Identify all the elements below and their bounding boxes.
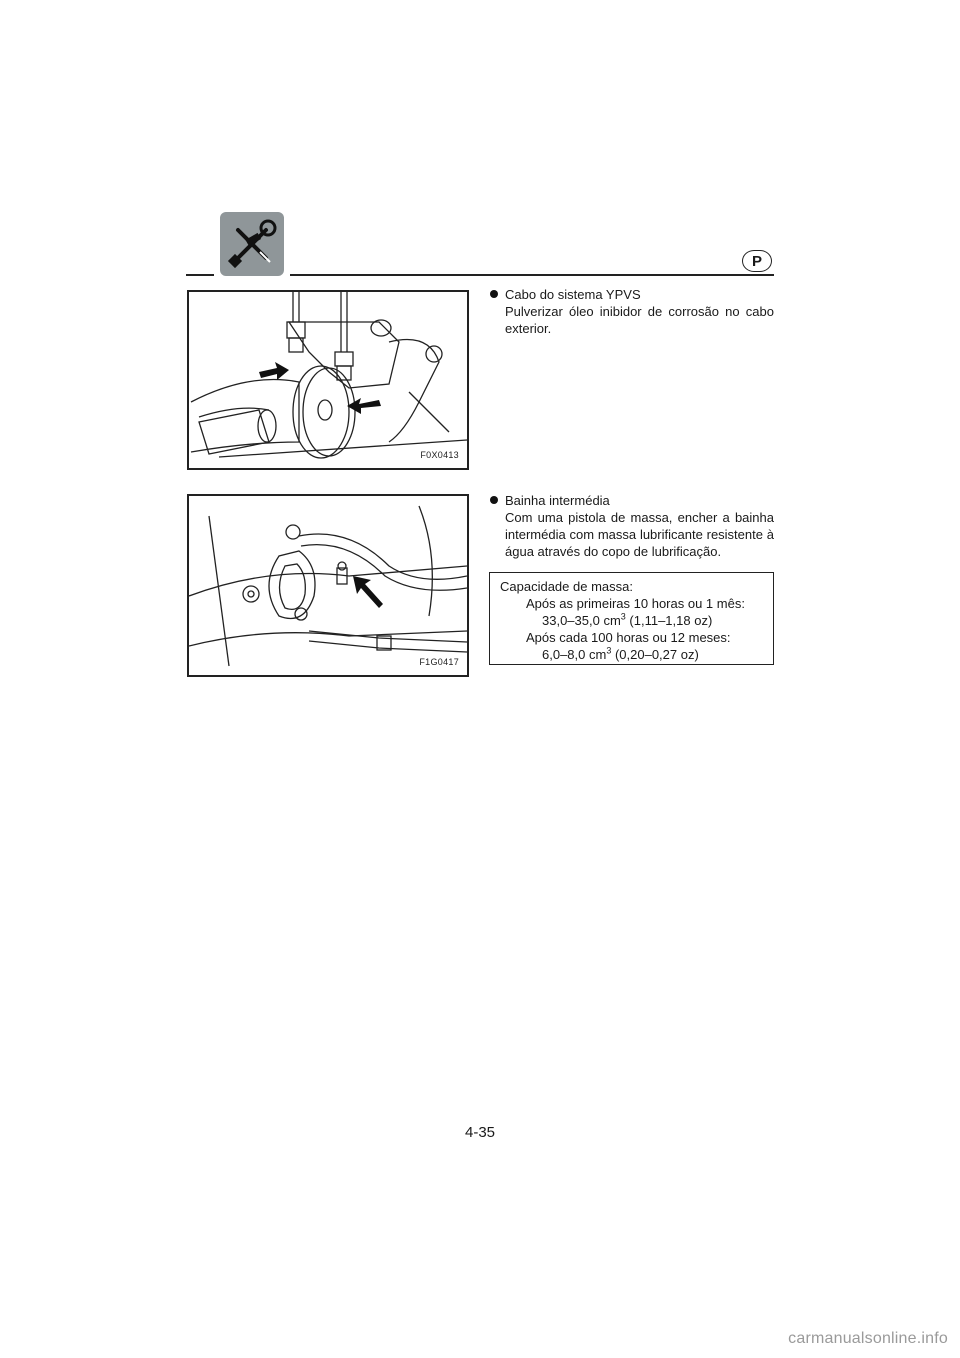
value-oz: (0,20–0,27 oz) <box>611 647 699 662</box>
item-title: Bainha intermédia <box>490 492 774 509</box>
header-rule-right <box>290 274 774 276</box>
figure-code: F0X0413 <box>420 450 459 460</box>
tools-glyph <box>220 212 284 276</box>
value-oz: (1,11–1,18 oz) <box>625 613 713 628</box>
spec-second-value <box>500 646 773 663</box>
figure-code: F1G0417 <box>419 657 459 667</box>
unit-exponent: 3 <box>620 611 626 622</box>
grease-capacity-box <box>489 572 774 665</box>
unit-exponent: 3 <box>606 645 612 656</box>
site-watermark: carmanualsonline.info <box>788 1330 948 1347</box>
tools-maintenance-icon <box>220 212 284 276</box>
value-text: 6,0–8,0 cm <box>542 647 607 662</box>
page-number: 4-35 <box>464 1124 496 1141</box>
middle-housing-grease-nipple-illustration <box>189 496 467 675</box>
spec-first-label: Após as primeiras 10 horas ou 1 mês: <box>526 596 745 611</box>
maintenance-item-ypvs-cable <box>490 286 774 337</box>
figure-ypvs-cable <box>187 290 469 470</box>
item-body: Com uma pistola de massa, encher a bainha intermédia com massa lubrificante resistente à água através do copo de lubrificação. <box>505 510 774 559</box>
item-title: Cabo do sistema YPVS <box>490 286 774 303</box>
item-body: Pulverizar óleo inibidor de corrosão no cabo exterior. <box>505 304 774 336</box>
language-badge: P <box>742 250 772 272</box>
figure-middle-housing <box>187 494 469 677</box>
spec-first-value <box>500 612 773 629</box>
header-rule-left <box>186 274 214 276</box>
value-text: 33,0–35,0 cm <box>542 613 621 628</box>
maintenance-item-middle-housing <box>490 492 774 560</box>
ypvs-cable-pulley-illustration <box>189 292 467 468</box>
spec-second-label: Após cada 100 horas ou 12 meses: <box>526 630 731 645</box>
spec-heading: Capacidade de massa: <box>500 579 633 594</box>
